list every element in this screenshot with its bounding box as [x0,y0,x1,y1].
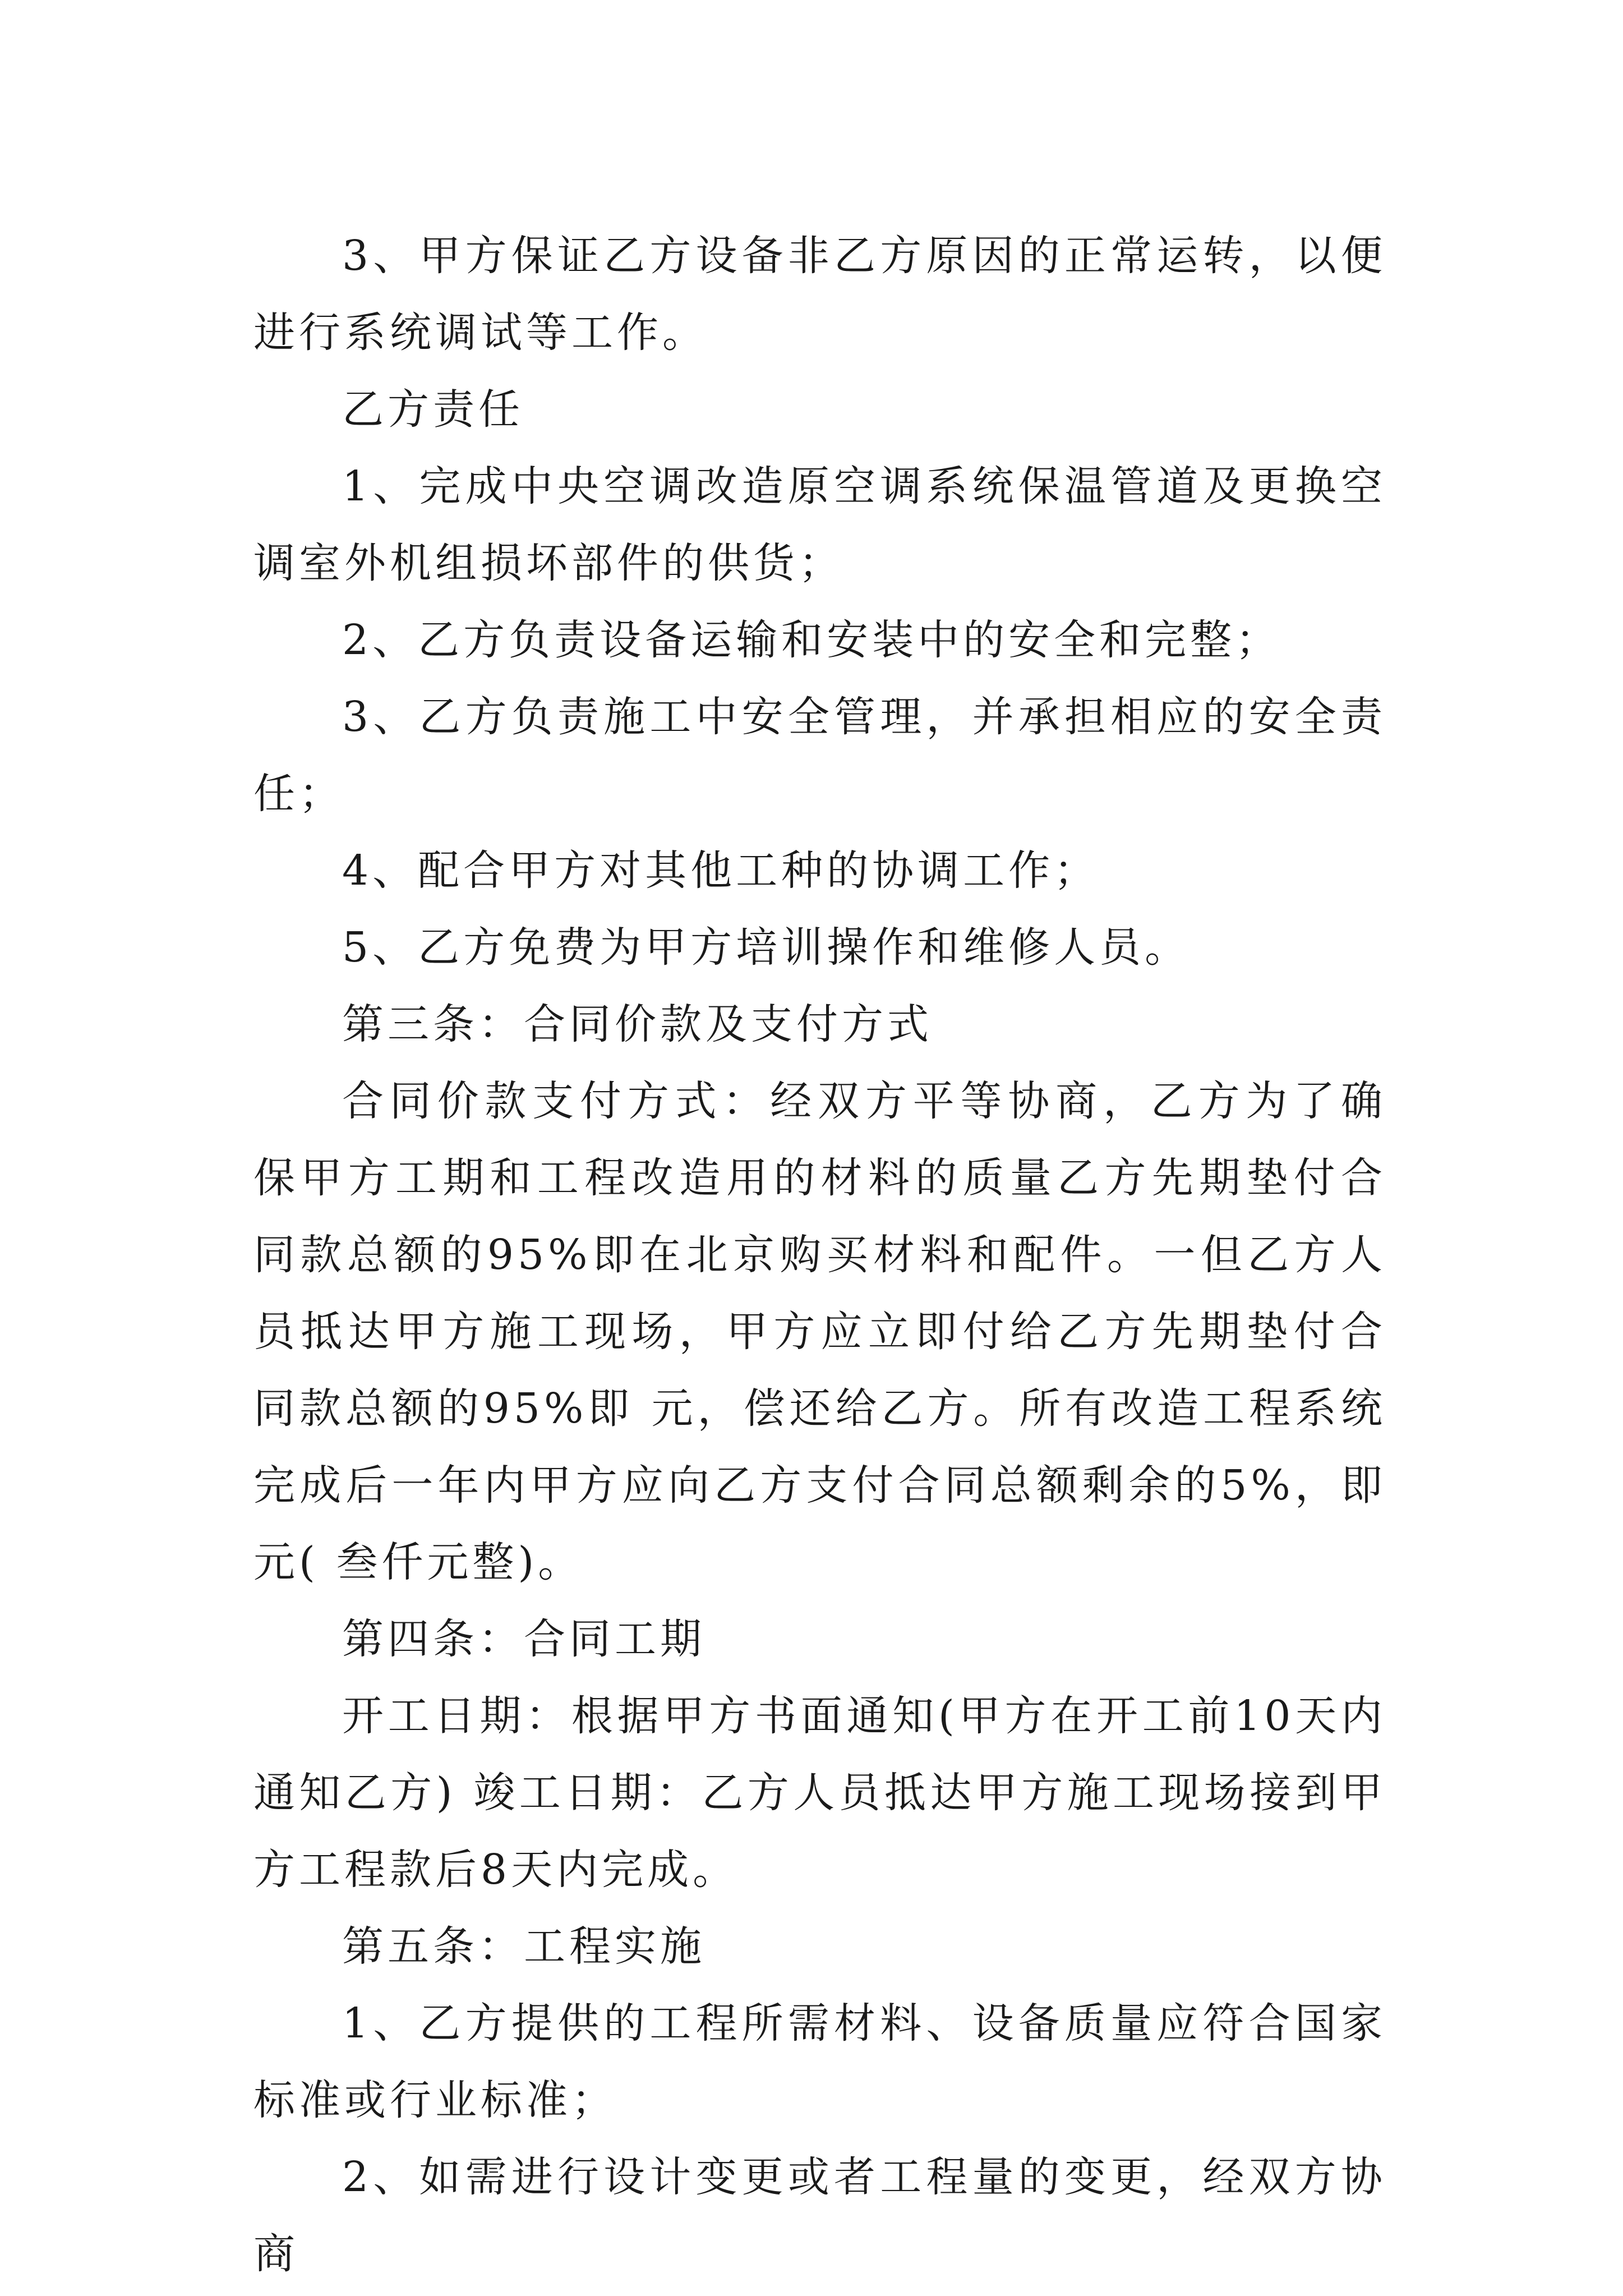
section-heading-article-5: 第五条：工程实施 [342,1922,706,1971]
paragraph-implementation-item-1: 1、乙方提供的工程所需材料、设备质量应符合国家标准或行业标准； [253,1999,1386,2124]
paragraph-party-b-item-3: 3、乙方负责施工中安全管理，并承担相应的安全责任； [253,693,1386,818]
paragraph-implementation-item-2: 2、如需进行设计变更或者工程量的变更，经双方协商 [253,2153,1386,2278]
paragraph-party-b-item-5: 5、乙方免费为甲方培训操作和维修人员。 [342,923,1191,972]
paragraph-schedule: 开工日期：根据甲方书面通知(甲方在开工前10天内通知乙方) 竣工日期：乙方人员抵达甲方施工现场接到甲方工程款后8天内完成。 [253,1692,1386,1894]
paragraph-party-b-item-1: 1、完成中央空调改造原空调系统保温管道及更换空调室外机组损坏部件的供货； [253,462,1386,587]
section-heading-party-b-responsibility: 乙方责任 [342,385,524,434]
section-heading-article-4: 第四条：合同工期 [342,1615,706,1663]
section-heading-article-3: 第三条：合同价款及支付方式 [342,1000,933,1048]
paragraph-party-b-item-2: 2、乙方负责设备运输和安装中的安全和完整； [342,616,1281,664]
paragraph-party-a-obligation-3: 3、甲方保证乙方设备非乙方原因的正常运转，以便进行系统调试等工作。 [253,232,1386,357]
document-body [253,218,1386,2293]
paragraph-payment-terms: 合同价款支付方式：经双方平等协商，乙方为了确保甲方工期和工程改造用的材料的质量乙方先期垫付合同款总额的95%即在北京购买材料和配件。一但乙方人员抵达甲方施工现场，甲方应立即付给乙方先期垫付合同款总额的95%即 元，偿还给乙方。所有改造工程系统完成后一年内甲方应向乙方支付合同总额剩余的5%，即 元( 叁仟元整)。 [253,1077,1386,1586]
paragraph-party-b-item-4: 4、配合甲方对其他工种的协调工作； [342,846,1100,895]
